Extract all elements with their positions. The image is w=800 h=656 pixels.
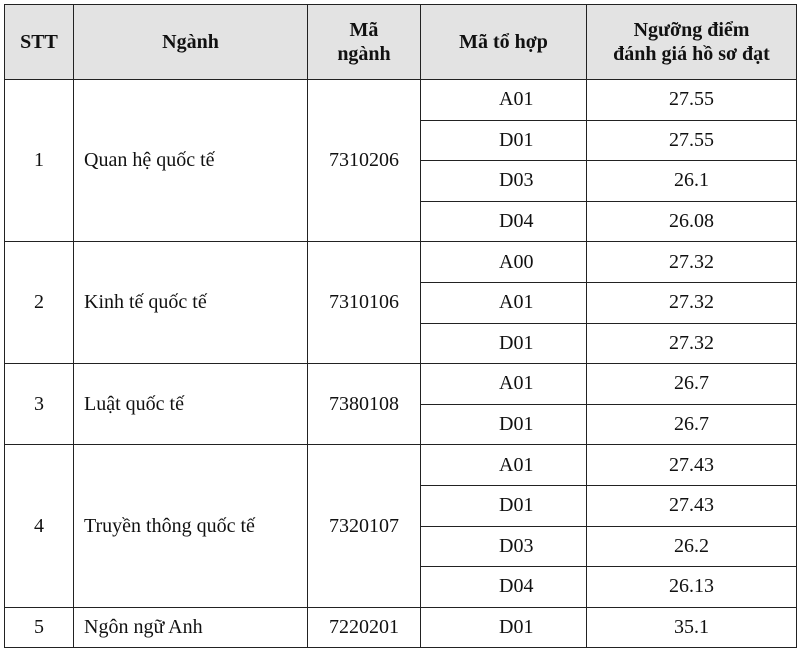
to-hop-cell: D03	[421, 526, 587, 567]
ma-nganh-cell: 7310106	[308, 242, 421, 364]
header-nguong-diem	[587, 5, 797, 80]
diem-cell: 27.55	[587, 80, 797, 121]
header-ma-to-hop: Mã tổ hợp	[421, 5, 587, 80]
nganh-cell: Truyền thông quốc tế	[74, 445, 308, 607]
table-row	[5, 80, 797, 121]
table-body	[5, 80, 797, 648]
nganh-cell: Quan hệ quốc tế	[74, 80, 308, 242]
table-row	[5, 445, 797, 486]
header-stt: STT	[5, 5, 74, 80]
diem-cell: 26.13	[587, 567, 797, 608]
to-hop-cell: A01	[421, 445, 587, 486]
diem-cell: 35.1	[587, 607, 797, 648]
diem-cell: 26.1	[587, 161, 797, 202]
to-hop-cell: A01	[421, 364, 587, 405]
admission-score-table	[4, 4, 797, 648]
diem-cell: 27.43	[587, 445, 797, 486]
header-nguong-line2: đánh giá hồ sơ đạt	[613, 43, 770, 65]
table-header	[5, 5, 797, 80]
to-hop-cell: D03	[421, 161, 587, 202]
stt-cell: 5	[5, 607, 74, 648]
diem-cell: 27.55	[587, 120, 797, 161]
diem-cell: 27.32	[587, 242, 797, 283]
diem-cell: 26.7	[587, 364, 797, 405]
to-hop-cell: D01	[421, 607, 587, 648]
header-nguong-line1: Ngưỡng điểm	[633, 19, 750, 41]
to-hop-cell: D04	[421, 201, 587, 242]
diem-cell: 27.32	[587, 323, 797, 364]
header-row	[5, 5, 797, 80]
stt-cell: 3	[5, 364, 74, 445]
to-hop-cell: A01	[421, 282, 587, 323]
diem-cell: 26.7	[587, 404, 797, 445]
diem-cell: 27.32	[587, 282, 797, 323]
to-hop-cell: A00	[421, 242, 587, 283]
stt-cell: 2	[5, 242, 74, 364]
to-hop-cell: D01	[421, 120, 587, 161]
ma-nganh-cell: 7220201	[308, 607, 421, 648]
to-hop-cell: A01	[421, 80, 587, 121]
table-row	[5, 242, 797, 283]
nganh-cell: Ngôn ngữ Anh	[74, 607, 308, 648]
diem-cell: 27.43	[587, 485, 797, 526]
to-hop-cell: D01	[421, 323, 587, 364]
diem-cell: 26.08	[587, 201, 797, 242]
diem-cell: 26.2	[587, 526, 797, 567]
ma-nganh-cell: 7310206	[308, 80, 421, 242]
to-hop-cell: D01	[421, 404, 587, 445]
header-ma-nganh-line2: ngành	[337, 43, 391, 65]
table-row	[5, 364, 797, 405]
ma-nganh-cell: 7380108	[308, 364, 421, 445]
header-nganh: Ngành	[74, 5, 308, 80]
header-ma-nganh-line1: Mã	[349, 19, 379, 41]
to-hop-cell: D04	[421, 567, 587, 608]
table-row	[5, 607, 797, 648]
stt-cell: 1	[5, 80, 74, 242]
stt-cell: 4	[5, 445, 74, 607]
to-hop-cell: D01	[421, 485, 587, 526]
nganh-cell: Kinh tế quốc tế	[74, 242, 308, 364]
ma-nganh-cell: 7320107	[308, 445, 421, 607]
nganh-cell: Luật quốc tế	[74, 364, 308, 445]
header-ma-nganh	[308, 5, 421, 80]
